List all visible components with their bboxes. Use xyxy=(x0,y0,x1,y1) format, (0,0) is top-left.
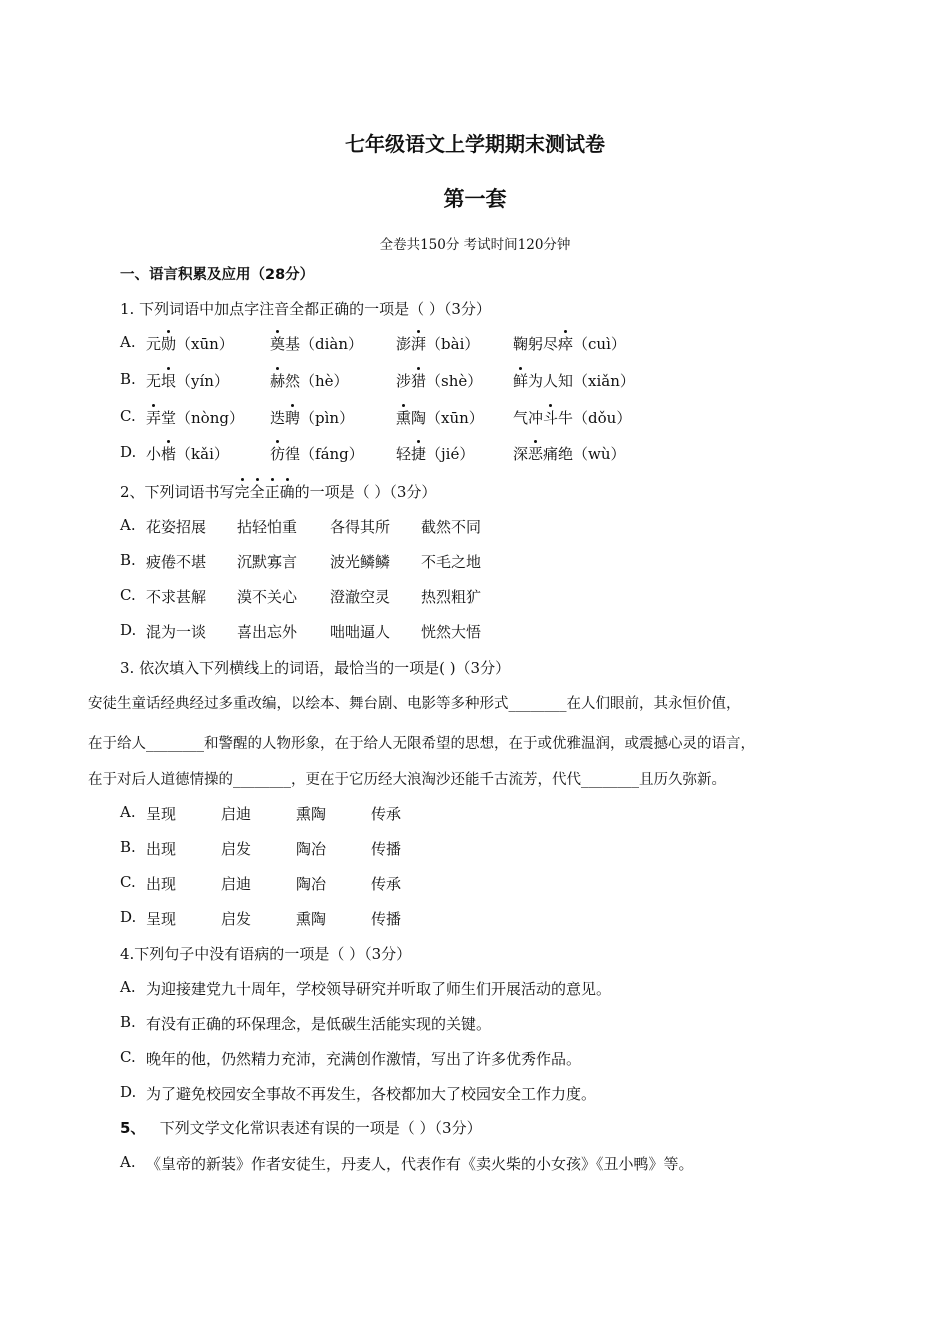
option-text: 《皇帝的新装》作者安徒生，丹麦人，代表作有《卖火柴的小女孩》《丑小鸭》等。 xyxy=(146,1155,694,1173)
option-item: 启发 xyxy=(221,910,252,928)
option-text: （shè） xyxy=(426,372,483,390)
option-item xyxy=(396,407,484,428)
dotted-char: 捷 xyxy=(411,445,427,463)
option-item: 截然不同 xyxy=(421,518,482,536)
question-2-stem-pre: 2、下列词语书写 xyxy=(120,483,235,501)
question-3-paragraph-line: 安徒生童话经典经过多重改编，以绘本、舞台剧、电影等多种形式________在人们眼前，其永恒价值， xyxy=(88,696,741,712)
option-item: 启迪 xyxy=(221,875,252,893)
option-text: （pìn） xyxy=(300,409,355,427)
option-text: 晚年的他，仍然精力充沛，充满创作激情，写出了许多优秀作品。 xyxy=(146,1050,582,1068)
option-label: C. xyxy=(120,873,136,891)
option-item: 咄咄逼人 xyxy=(330,623,391,641)
question-5-stem-text: 下列文学文化常识表述有误的一项是（ ）（3分） xyxy=(159,1119,482,1137)
option-text: 深 xyxy=(513,445,529,463)
option-text: （cuì） xyxy=(573,335,626,353)
exam-meta: 全卷共150分 考试时间120分钟 xyxy=(379,237,571,253)
option-text: 牛（dǒu） xyxy=(558,409,632,427)
question-5-stem xyxy=(120,1117,482,1138)
option-item: 熏陶 xyxy=(296,805,327,823)
option-item: 不毛之地 xyxy=(421,553,482,571)
option-item: 呈现 xyxy=(146,910,177,928)
option-label: A. xyxy=(120,1153,136,1171)
dotted-char: 赫 xyxy=(270,372,286,390)
dotted-char: 确 xyxy=(279,483,295,501)
option-item xyxy=(146,443,229,464)
option-label: A. xyxy=(120,803,136,821)
option-item: 沉默寡言 xyxy=(237,553,298,571)
option-item: 不求甚解 xyxy=(146,588,207,606)
option-item: 漠不关心 xyxy=(237,588,298,606)
option-label: C. xyxy=(120,407,136,425)
option-item: 疲倦不堪 xyxy=(146,553,207,571)
exam-subtitle: 第一套 xyxy=(443,187,507,211)
dotted-char: 斗 xyxy=(543,409,559,427)
option-text: 鞠躬尽 xyxy=(513,335,559,353)
option-text: 痛绝（wù） xyxy=(543,445,626,463)
question-4-stem: 4.下列句子中没有语病的一项是（ ）（3分） xyxy=(120,945,412,963)
option-label: D. xyxy=(120,1083,137,1101)
option-item: 拈轻怕重 xyxy=(237,518,298,536)
question-3-paragraph-line: 在于给人________和警醒的人物形象，在于给人无限希望的思想，在于或优雅温润，或震撼心灵的语言， xyxy=(88,736,755,752)
option-label: A. xyxy=(120,333,136,351)
dotted-char: 猎 xyxy=(411,372,427,390)
option-text: 基（diàn） xyxy=(285,335,364,353)
option-text: 陶（xūn） xyxy=(411,409,484,427)
option-item: 波光鳞鳞 xyxy=(330,553,391,571)
option-item: 启迪 xyxy=(221,805,252,823)
option-text: 气冲 xyxy=(513,409,544,427)
option-item: 陶冶 xyxy=(296,840,327,858)
dotted-char: 正 xyxy=(264,483,280,501)
option-text: （kǎi） xyxy=(176,445,229,463)
dotted-char: 勋 xyxy=(161,335,177,353)
option-item: 各得其所 xyxy=(330,518,391,536)
dotted-char: 聘 xyxy=(285,409,301,427)
option-text: 涉 xyxy=(396,372,412,390)
question-2-stem-dotted xyxy=(235,483,295,501)
option-item xyxy=(396,370,482,391)
option-item: 呈现 xyxy=(146,805,177,823)
option-item: 启发 xyxy=(221,840,252,858)
option-item xyxy=(146,407,244,428)
option-label: B. xyxy=(120,370,136,388)
option-item: 热烈粗犷 xyxy=(421,588,482,606)
option-label: C. xyxy=(120,586,136,604)
option-item xyxy=(270,370,349,391)
option-item xyxy=(396,333,479,354)
option-text: 徨（fáng） xyxy=(285,445,364,463)
question-2-stem xyxy=(120,481,436,502)
option-text: 为了避免校园安全事故不再发生，各校都加大了校园安全工作力度。 xyxy=(146,1085,597,1103)
question-3-stem: 3. 依次填入下列横线上的词语，最恰当的一项是( )（3分） xyxy=(120,659,511,677)
option-text: 堂（nòng） xyxy=(161,409,244,427)
option-item: 恍然大悟 xyxy=(421,623,482,641)
option-label: D. xyxy=(120,443,137,461)
dotted-char: 恶 xyxy=(528,445,544,463)
option-item: 传承 xyxy=(371,875,402,893)
option-item: 出现 xyxy=(146,875,177,893)
dotted-char: 奠 xyxy=(270,335,286,353)
option-item: 传播 xyxy=(371,840,402,858)
option-text: （yín） xyxy=(176,372,229,390)
option-item xyxy=(270,333,363,354)
question-1-stem: 1. 下列词语中加点字注音全都正确的一项是（ ）（3分） xyxy=(120,300,491,318)
exam-title: 七年级语文上学期期末测试卷 xyxy=(345,132,605,156)
question-3-paragraph-line: 在于对后人道德情操的________，更在于它历经大浪淘沙还能千古流芳，代代________且历久弥新。 xyxy=(88,772,726,788)
dotted-char: 楷 xyxy=(161,445,177,463)
dotted-char: 垠 xyxy=(161,372,177,390)
question-5-number: 5、 xyxy=(120,1119,146,1137)
option-label: B. xyxy=(120,551,136,569)
option-label: D. xyxy=(120,908,137,926)
question-2-stem-post: 的一项是（ ）（3分） xyxy=(294,483,437,501)
option-item: 传播 xyxy=(371,910,402,928)
option-text: 轻 xyxy=(396,445,412,463)
dotted-char: 熏 xyxy=(396,409,412,427)
option-label: D. xyxy=(120,621,137,639)
dotted-char: 彷 xyxy=(270,445,286,463)
option-item: 陶冶 xyxy=(296,875,327,893)
option-item xyxy=(146,333,234,354)
option-item xyxy=(270,443,364,464)
option-item xyxy=(146,370,229,391)
dotted-char: 瘁 xyxy=(558,335,574,353)
option-item: 出现 xyxy=(146,840,177,858)
option-item: 喜出忘外 xyxy=(237,623,298,641)
option-text: 然（hè） xyxy=(285,372,349,390)
option-label: C. xyxy=(120,1048,136,1066)
option-label: B. xyxy=(120,1013,136,1031)
option-item xyxy=(513,407,631,428)
option-item xyxy=(396,443,474,464)
option-text: 迭 xyxy=(270,409,286,427)
dotted-char: 鲜 xyxy=(513,372,529,390)
option-label: A. xyxy=(120,516,136,534)
option-label: A. xyxy=(120,978,136,996)
dotted-char: 湃 xyxy=(411,335,427,353)
option-item xyxy=(513,443,626,464)
option-text: 小 xyxy=(146,445,162,463)
option-item: 花姿招展 xyxy=(146,518,207,536)
option-item xyxy=(513,370,635,391)
option-text: 澎 xyxy=(396,335,412,353)
option-item: 熏陶 xyxy=(296,910,327,928)
option-item xyxy=(513,333,626,354)
option-label: B. xyxy=(120,838,136,856)
option-text: （bài） xyxy=(426,335,480,353)
option-text: 为人知（xiǎn） xyxy=(528,372,635,390)
section-heading: 一、语言积累及应用（28分） xyxy=(120,267,315,283)
option-item: 澄澈空灵 xyxy=(330,588,391,606)
option-item: 混为一谈 xyxy=(146,623,207,641)
option-item: 传承 xyxy=(371,805,402,823)
option-text: （jié） xyxy=(426,445,475,463)
option-item xyxy=(270,407,354,428)
dotted-char: 完 xyxy=(234,483,250,501)
option-text: 为迎接建党九十周年，学校领导研究并听取了师生们开展活动的意见。 xyxy=(146,980,612,998)
dotted-char: 全 xyxy=(249,483,265,501)
option-text: 有没有正确的环保理念，是低碳生活能实现的关键。 xyxy=(146,1015,492,1033)
option-text: 元 xyxy=(146,335,162,353)
option-text: 无 xyxy=(146,372,162,390)
option-text: （xūn） xyxy=(176,335,234,353)
dotted-char: 弄 xyxy=(146,409,162,427)
